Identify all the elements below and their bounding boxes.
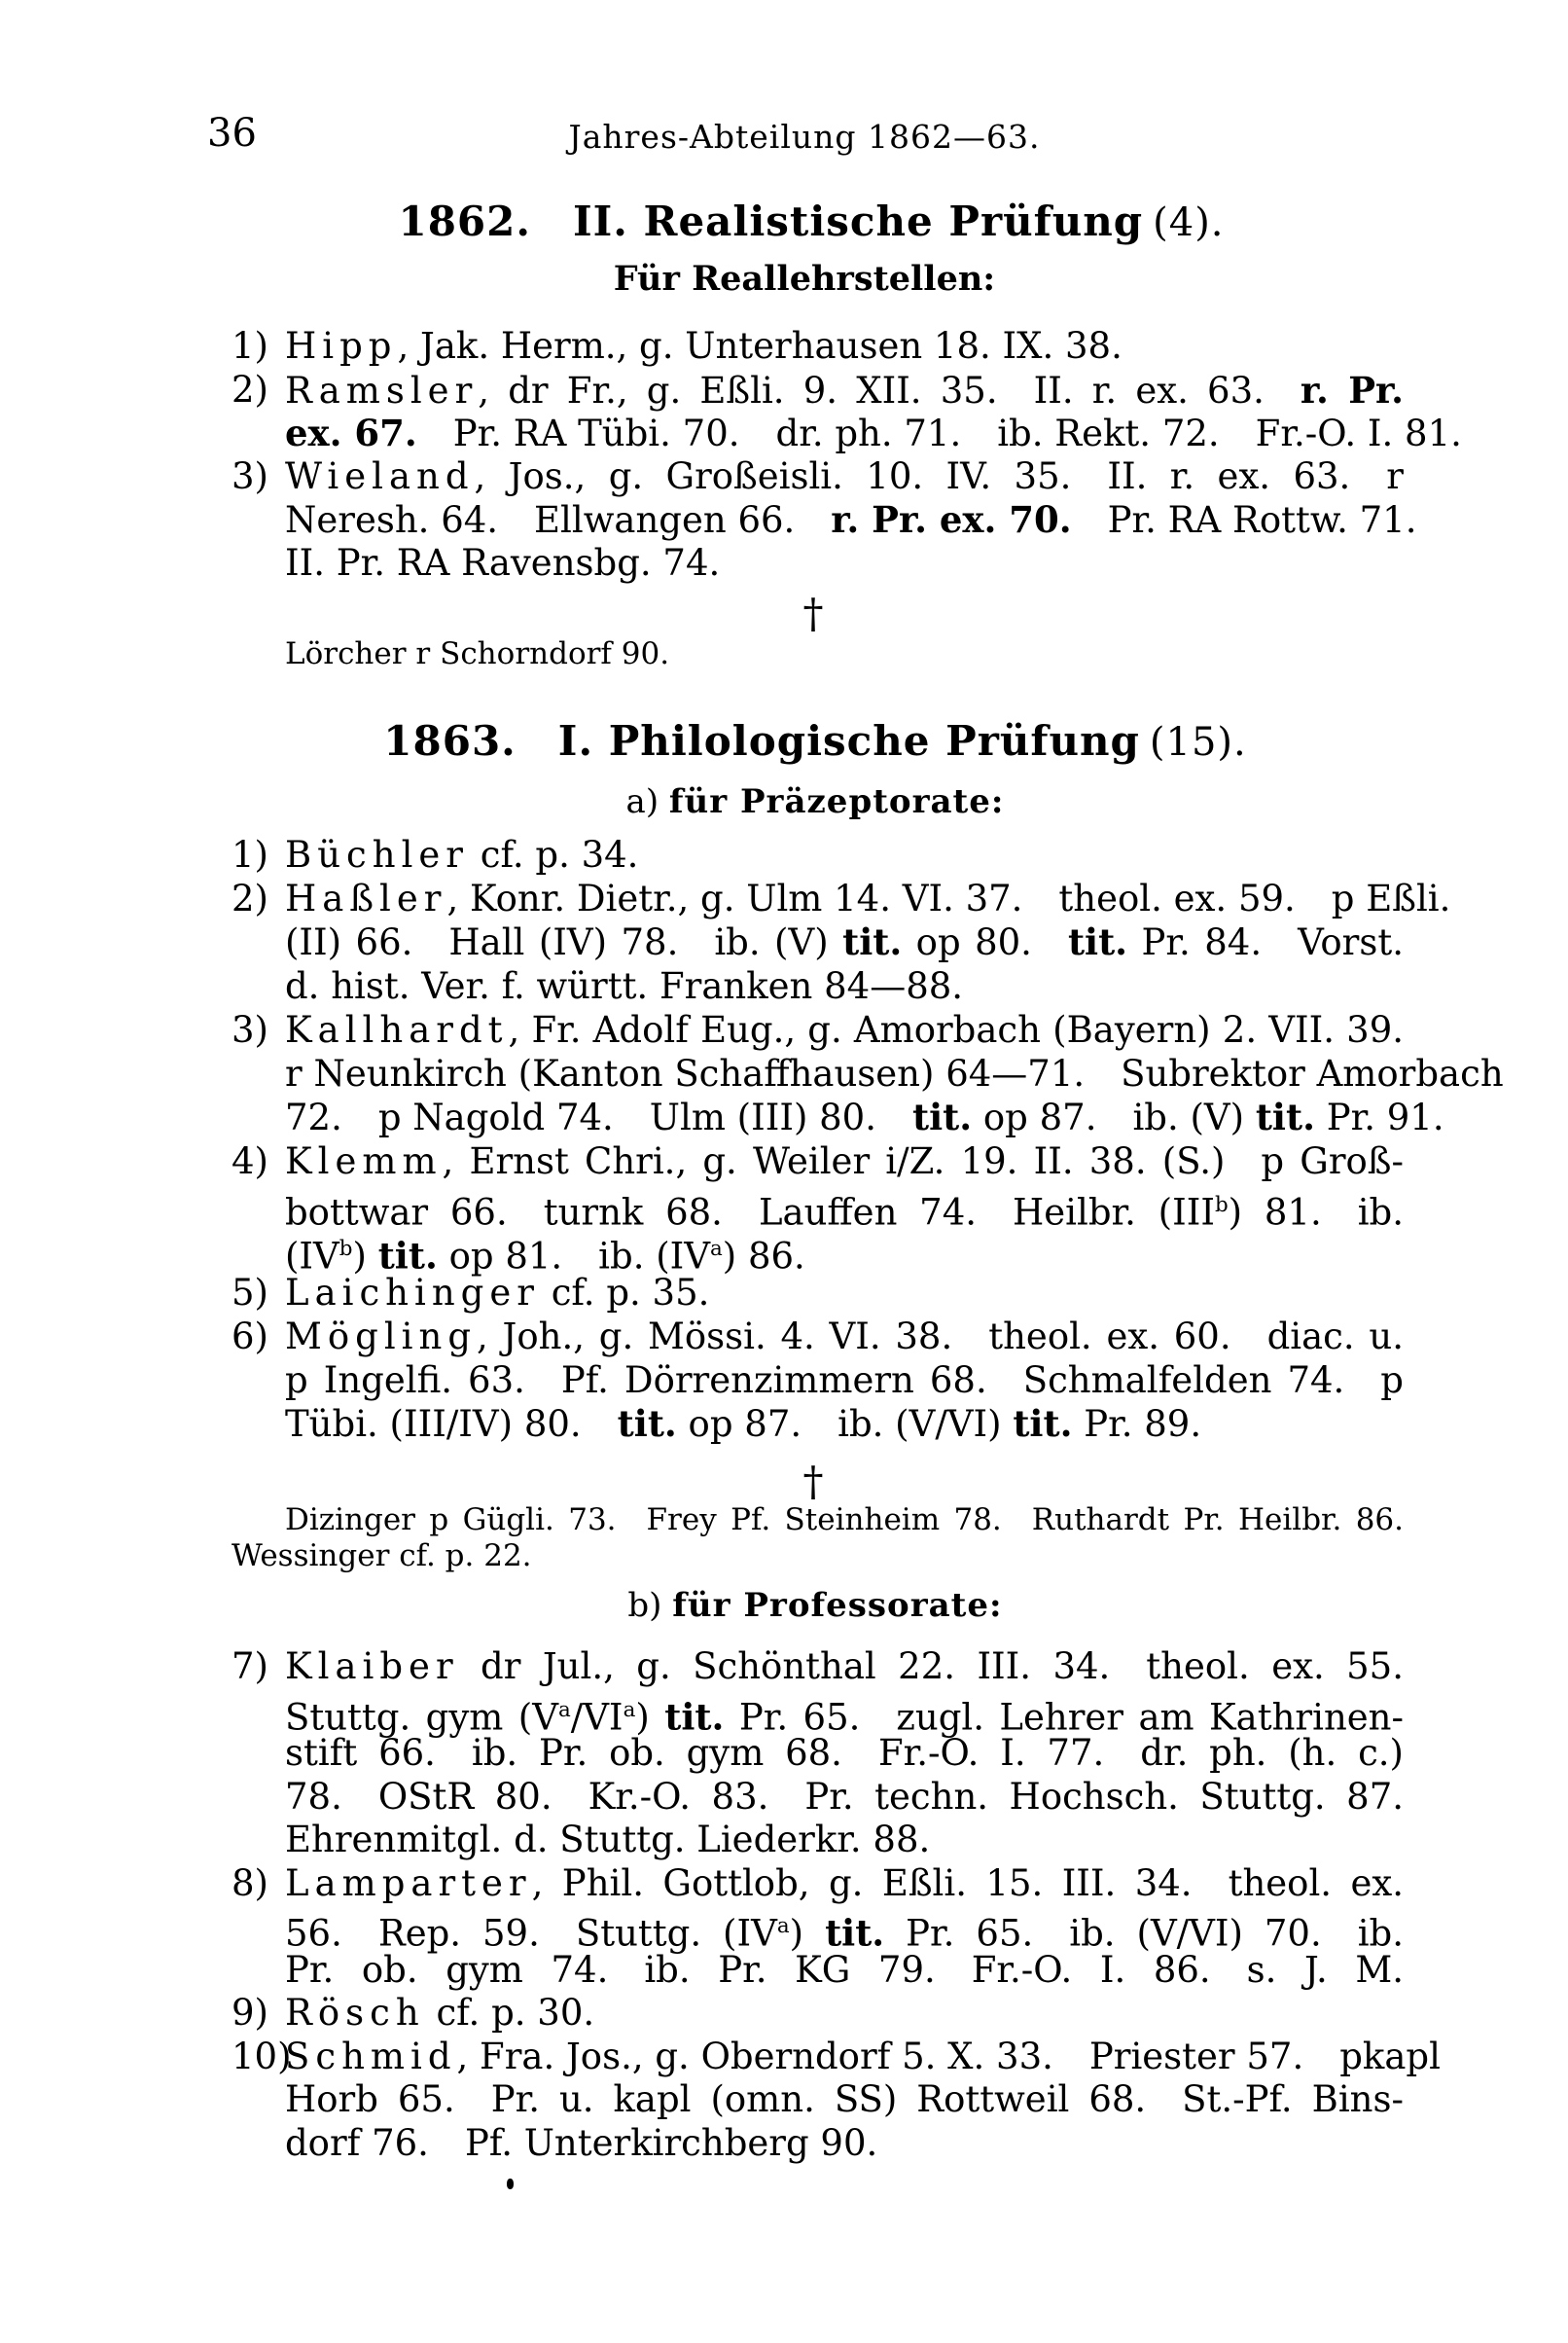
text-segment: Pr. 91. xyxy=(1314,1097,1444,1138)
entry-number: 2) xyxy=(232,878,268,919)
entry-line xyxy=(232,1096,1444,1139)
text-segment: , dr Fr., g. Eßli. 9. XII. 35. II. r. ex. 63. xyxy=(478,369,1301,412)
text-segment: a xyxy=(623,1697,636,1722)
entry-number: 6) xyxy=(232,1316,268,1357)
section-title-text: 1862. II. Realistische Prüfung xyxy=(398,198,1144,245)
section-title-1863 xyxy=(383,717,1246,765)
text-segment: a xyxy=(709,1237,723,1261)
text-segment: 56. Rep. 59. Stuttg. (IV xyxy=(285,1912,777,1955)
text-segment: tit. xyxy=(377,1234,438,1278)
text-segment: r. Pr. xyxy=(1300,368,1404,412)
deceased-notes-1863 xyxy=(232,1502,1404,1574)
entry-line xyxy=(232,1008,1404,1052)
text-segment: 78. OStR 80. Kr.-O. 83. Pr. techn. Hochsch. Stuttg. 87. xyxy=(285,1775,1404,1818)
section-title-text: 1863. I. Philologische Prüfung xyxy=(383,717,1140,765)
text-segment: Pr. 65. zugl. Lehrer am Kathrinen- xyxy=(724,1695,1405,1738)
text-segment: b xyxy=(1214,1193,1229,1217)
entry-line xyxy=(232,636,1404,672)
subtitle-professorate xyxy=(627,1586,1002,1625)
entry-number: 4) xyxy=(232,1140,268,1182)
entry-list-1863-professorate xyxy=(232,1645,1441,2165)
text-segment: b xyxy=(339,1237,353,1261)
text-segment: op 87. ib. (V/VI) xyxy=(676,1403,1014,1445)
text-segment: ) xyxy=(352,1235,378,1278)
person-name: Büchler xyxy=(285,834,469,876)
entry-list-1863-praezeptorate xyxy=(232,833,1504,1446)
text-segment: Pr. RA Tübi. 70. dr. ph. 71. ib. Rekt. 72. Fr.-O. I. 81. xyxy=(416,413,1462,455)
section-title-count: (4). xyxy=(1153,200,1225,245)
text-segment: 72. p Nagold 74. Ulm (III) 80. xyxy=(285,1097,912,1138)
entry-line xyxy=(232,1819,1404,1862)
subtitle-letter: b) xyxy=(627,1586,673,1625)
text-segment: , Jos., g. Großeisli. 10. IV. 35. II. r. ex. 63. r xyxy=(474,454,1404,497)
text-segment: Dizinger p Gügli. 73. Frey Pf. Steinheim 78. Ruthardt Pr. Heilbr. 86. xyxy=(285,1502,1404,1537)
text-segment: a xyxy=(776,1914,790,1938)
text-segment: Neresh. 64. Ellwangen 66. xyxy=(285,499,832,542)
text-segment: Pr. ob. gym 74. ib. Pr. KG 79. Fr.-O. I. 86. s. J. M. xyxy=(285,1948,1404,1991)
deceased-cross-icon: † xyxy=(802,590,824,637)
text-segment: ex. 67. xyxy=(285,412,417,455)
text-segment: /VI xyxy=(570,1695,624,1738)
entry-line xyxy=(232,1402,1404,1446)
entry-line xyxy=(232,1538,1404,1574)
person-name: Laichinger xyxy=(285,1272,540,1314)
person-name: Lamparter xyxy=(285,1861,532,1904)
entry-line xyxy=(232,1689,1405,1738)
entry-line xyxy=(232,877,1451,920)
entry-number: 9) xyxy=(232,1992,268,2034)
person-name: Schmid xyxy=(285,2035,457,2077)
text-segment: ) 86. xyxy=(722,1235,805,1278)
text-segment: ) 81. ib. xyxy=(1228,1191,1404,1234)
entry-number: 3) xyxy=(232,1009,268,1051)
person-name: Kallhardt xyxy=(285,1009,509,1051)
text-segment: , Konr. Dietr., g. Ulm 14. VI. 37. theol. ex. 59. p Eßli. xyxy=(446,878,1451,919)
entry-line xyxy=(232,542,1404,586)
entry-number: 1) xyxy=(232,325,268,367)
section-title-1862 xyxy=(398,198,1224,245)
entry-line xyxy=(232,964,1404,1008)
entry-line xyxy=(232,1645,1404,1689)
entry-line xyxy=(232,325,1404,369)
entry-number: 7) xyxy=(232,1645,268,1687)
subtitle-praezeptorate xyxy=(626,782,1005,821)
text-segment: Tübi. (III/IV) 80. xyxy=(285,1403,618,1445)
entry-line xyxy=(232,1992,1404,2036)
text-segment: cf. p. 30. xyxy=(424,1992,595,2034)
subtitle-text: für Professorate: xyxy=(672,1586,1003,1625)
entry-line xyxy=(232,1732,1404,1776)
text-segment: , Phil. Gottlob, g. Eßli. 15. III. 34. theol. ex. xyxy=(531,1861,1404,1904)
text-segment: tit. xyxy=(1255,1096,1315,1138)
text-segment: dorf 76. Pf. Unterkirchberg 90. xyxy=(285,2121,878,2164)
entry-line xyxy=(232,1052,1504,1096)
text-segment: stift 66. ib. Pr. ob. gym 68. Fr.-O. I. 77. dr. ph. (h. c.) xyxy=(285,1732,1404,1774)
text-segment: dr Jul., g. Schönthal 22. III. 34. theol. ex. 55. xyxy=(458,1645,1404,1687)
text-segment: , Joh., g. Mössi. 4. VI. 38. theol. ex. 60. diac. u. xyxy=(477,1316,1404,1357)
text-segment: Pr. 89. xyxy=(1072,1403,1202,1445)
entry-line xyxy=(232,1776,1404,1820)
entry-line xyxy=(232,498,1417,542)
entry-line xyxy=(232,2035,1441,2079)
entry-line xyxy=(232,1905,1404,1955)
text-segment: tit. xyxy=(1013,1402,1073,1445)
text-segment: ) xyxy=(789,1912,826,1955)
entry-line xyxy=(232,1271,1404,1315)
person-name: Klemm xyxy=(285,1140,443,1182)
text-segment: Lörcher r Schorndorf 90. xyxy=(285,636,670,671)
person-name: Wieland xyxy=(285,454,475,497)
text-segment: bottwar 66. turnk 68. Lauffen 74. Heilbr. (III xyxy=(285,1191,1215,1234)
text-segment: cf. p. 34. xyxy=(469,834,639,876)
text-segment: op 87. ib. (V) xyxy=(972,1097,1256,1138)
entry-line xyxy=(232,1315,1404,1358)
entry-line xyxy=(232,833,1404,877)
subtitle-letter: a) xyxy=(625,782,669,821)
text-segment: tit. xyxy=(1067,920,1128,963)
person-name: Ramsler xyxy=(285,369,479,412)
person-name: Klaiber xyxy=(285,1645,459,1687)
text-segment: Pr. RA Rottw. 71. xyxy=(1071,499,1417,542)
running-header: Jahres-Abteilung 1862—63. xyxy=(568,118,1041,156)
text-segment: Stuttg. gym (V xyxy=(285,1695,558,1738)
page-number: 36 xyxy=(207,111,257,156)
entry-line xyxy=(232,920,1404,964)
entry-line xyxy=(232,2078,1404,2122)
entry-line xyxy=(232,1949,1404,1993)
entry-list-1862 xyxy=(232,325,1462,586)
entry-number: 1) xyxy=(232,834,268,876)
entry-line xyxy=(232,412,1462,455)
text-segment: Horb 65. Pr. u. kapl (omn. SS) Rottweil 68. St.-Pf. Bins- xyxy=(285,2078,1404,2120)
entry-line xyxy=(232,1502,1404,1538)
text-segment: (IV xyxy=(285,1235,339,1278)
text-segment: op 80. xyxy=(902,921,1068,963)
entry-number: 2) xyxy=(232,368,268,411)
text-segment: Ehrenmitgl. d. Stuttg. Liederkr. 88. xyxy=(285,1819,931,1860)
text-segment: , Fr. Adolf Eug., g. Amorbach (Bayern) 2. VII. 39. xyxy=(508,1009,1404,1051)
entry-line xyxy=(232,2122,1404,2166)
text-segment: , Fra. Jos., g. Oberndorf 5. X. 33. Priester 57. pkapl xyxy=(456,2035,1441,2077)
person-name: Haßler xyxy=(285,878,447,919)
text-segment: d. hist. Ver. f. württ. Franken 84—88. xyxy=(285,965,964,1007)
person-name: Rösch xyxy=(285,1992,425,2034)
text-segment: tit. xyxy=(617,1402,677,1445)
entry-line xyxy=(232,1358,1404,1402)
text-segment: p Ingelfi. 63. Pf. Dörrenzimmern 68. Schmalfelden 74. p xyxy=(285,1359,1404,1401)
text-segment: r Neunkirch (Kanton Schaffhausen) 64—71. Subrektor Amorbach xyxy=(285,1053,1504,1095)
entry-number: 10) xyxy=(232,2035,292,2077)
text-segment: II. Pr. RA Ravensbg. 74. xyxy=(285,541,721,584)
text-segment: r. Pr. ex. 70. xyxy=(831,498,1072,542)
text-segment: op 81. ib. (IV xyxy=(437,1235,710,1278)
text-segment: , Ernst Chri., g. Weiler i/Z. 19. II. 38. (S.) p Groß- xyxy=(442,1140,1404,1182)
text-segment: Wessinger cf. p. 22. xyxy=(232,1538,532,1573)
section-title-count: (15). xyxy=(1149,720,1247,765)
scan-artifact-mark xyxy=(507,2179,514,2189)
deceased-notes-1862 xyxy=(232,636,1404,672)
entry-line xyxy=(232,1227,1404,1278)
person-name: Mögling xyxy=(285,1316,478,1357)
person-name: Hipp xyxy=(285,325,398,367)
entry-line xyxy=(232,455,1404,499)
text-segment: cf. p. 35. xyxy=(539,1272,710,1314)
text-segment: (II) 66. Hall (IV) 78. ib. (V) xyxy=(285,921,843,963)
deceased-cross-icon: † xyxy=(802,1458,824,1505)
text-segment: , Jak. Herm., g. Unterhausen 18. IX. 38. xyxy=(397,325,1123,367)
text-segment: a xyxy=(557,1697,571,1722)
text-segment: Pr. 84. Vorst. xyxy=(1127,921,1404,963)
text-segment: tit. xyxy=(825,1911,885,1955)
entry-line xyxy=(232,1862,1404,1906)
text-segment: ) xyxy=(635,1695,665,1738)
entry-line xyxy=(232,1183,1404,1234)
entry-number: 5) xyxy=(232,1272,268,1314)
text-segment: tit. xyxy=(842,920,903,963)
entry-line xyxy=(232,1139,1404,1183)
subtitle-reallehrstellen: Für Reallehrstellen: xyxy=(613,259,996,299)
entry-number: 8) xyxy=(232,1861,268,1904)
subtitle-text: für Präzeptorate: xyxy=(668,782,1005,821)
entry-number: 3) xyxy=(232,454,268,497)
text-segment: tit. xyxy=(664,1694,725,1738)
entry-line xyxy=(232,369,1404,413)
text-segment: tit. xyxy=(912,1096,973,1138)
text-segment: Pr. 65. ib. (V/VI) 70. ib. xyxy=(884,1912,1404,1955)
